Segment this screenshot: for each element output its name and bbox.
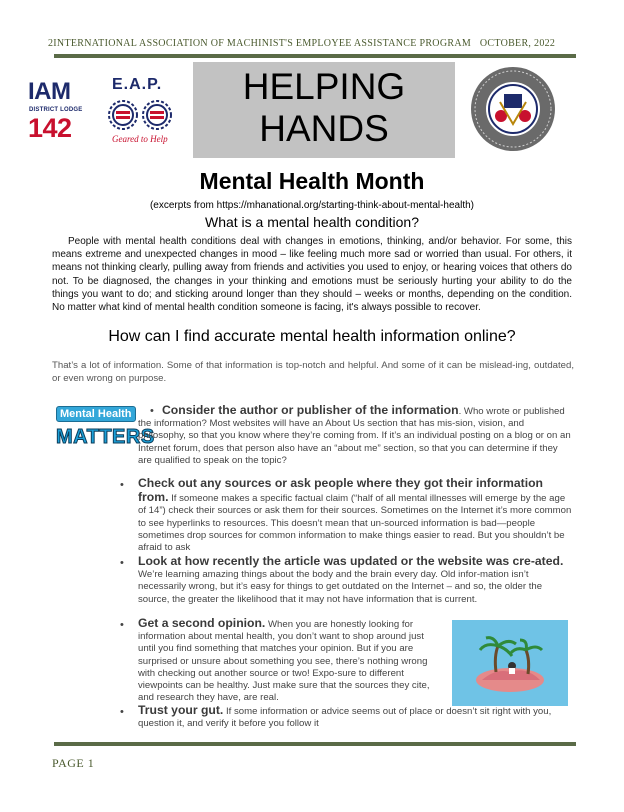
article-title: Mental Health Month <box>199 168 425 194</box>
tip-lead: Get a second opinion. <box>138 616 266 630</box>
list-item <box>138 704 572 730</box>
tip-body: If some information or advice seems out of place or doesn’t sit right with you, question it, and verify it before you follow it <box>138 706 552 730</box>
list-item <box>138 404 572 467</box>
top-rule <box>54 54 576 58</box>
eap-logo <box>102 76 178 148</box>
bullet-icon: • <box>150 405 154 417</box>
list-item <box>138 555 572 606</box>
masthead-line-2: HANDS <box>259 108 389 149</box>
tip-body: We’re learning amazing things about the body and the brain every day. Old infor-mation isn’t necessarily wrong, but it’s easy for things to get outdated on the Internet – and so, the older the source, the greater the likelihood that it may not have information that is current. <box>138 569 543 605</box>
article-source: (excerpts from https://mhanational.org/starting-think-about-mental-health) <box>149 200 475 211</box>
graphic-line-1: Mental Health <box>56 406 136 422</box>
tip-lead: Trust your gut. <box>138 703 224 717</box>
machinists-seal-icon <box>470 66 556 152</box>
mental-health-matters-graphic <box>56 404 155 456</box>
eap-logo-title: E.A.P. <box>112 76 163 93</box>
intro-paragraph: People with mental health conditions deal with changes in emotions, thinking, and/or behavior. For some, this means extreme and unexpected changes in mood – like feeling much more sad or worried than usual. For others, it means not thinking clearly, pulling away from friends and activities you used to enjoy, or hearing voices that others do not. To be diagnosed, the changes in your thinking and emotions must be seriously hurting your ability to do the things you want to do; and sticking around longer than they should – weeks or months, depending on the condition. No matter what kind of mental health condition someone is facing, it's always possible to recover. <box>52 236 572 314</box>
tip-lead: Look at how recently the article was updated or the website was cre-ated. <box>138 554 564 568</box>
tip-body: When you are honestly looking for information about mental health, you don’t want to shop around just until you find something that matches your opinion. But if you are surprised or unsure about something you see, there’s nothing wrong with checking out another source or two! Expo-sure to different viewpoints can be healthy. Just make sure that the sources they cite, and research they have, are real. <box>138 619 430 704</box>
island-icon <box>452 620 568 706</box>
bullet-icon: • <box>120 479 124 491</box>
running-header <box>48 38 576 49</box>
list-item <box>138 477 572 554</box>
bullet-icon: • <box>120 706 124 718</box>
masthead-line-1: HELPING <box>242 66 406 107</box>
page-number: PAGE 1 <box>52 756 95 770</box>
bullet-icon: • <box>120 619 124 631</box>
iam-logo <box>28 78 88 148</box>
bullet-icon: • <box>120 557 124 569</box>
island-illustration <box>452 620 568 706</box>
header-org: 2INTERNATIONAL ASSOCIATION OF MACHINIST'S EMPLOYEE ASSISTANCE PROGRAM <box>48 38 472 49</box>
iam-logo-number: 142 <box>28 113 72 143</box>
tip-body: If someone makes a specific factual claim (“half of all mental illnesses will emerge by the age of 14”) check their sources or ask them for their sources. Sometimes on the Internet it’s more common to see hyperlinks to resources. This doesn’t mean that un-sourced information is bad—people sometimes drop sources for common information to make things easier to read. But you shouldn’t be afraid to ask <box>138 493 572 554</box>
tip-lead: Check out any sources or ask people where they got their information from. <box>138 476 543 505</box>
eap-tagline: Geared to Help <box>112 134 168 144</box>
list-item <box>138 617 444 704</box>
graphic-line-2: MATTERS <box>56 426 155 448</box>
iam-logo-district: DISTRICT LODGE <box>29 107 83 113</box>
gear-icon <box>106 96 174 134</box>
section-heading-condition: What is a mental health condition? <box>204 214 419 230</box>
section-heading-online-info: How can I find accurate mental health information online? <box>108 328 516 345</box>
header-date: OCTOBER, 2022 <box>479 38 556 49</box>
masthead <box>193 62 455 158</box>
tip-lead: Consider the author or publisher of the information <box>162 403 459 417</box>
tip-body: . Who wrote or published the information? Most websites will have an About Us section that has mis-sion, vision, and philosophy, so that you know where they’re coming from. If it’s an individual posting on a blog or on an Internet forum, does that person also have an “about me” section, so that you can determine if they are qualified to speak on the topic? <box>138 406 571 466</box>
bottom-rule <box>54 742 576 746</box>
lead-paragraph: That’s a lot of information. Some of that information is top-notch and helpful. And some of it can be mislead-ing, outdated, or even wrong on purpose. <box>52 360 574 384</box>
iam-logo-title: IAM <box>28 78 71 105</box>
